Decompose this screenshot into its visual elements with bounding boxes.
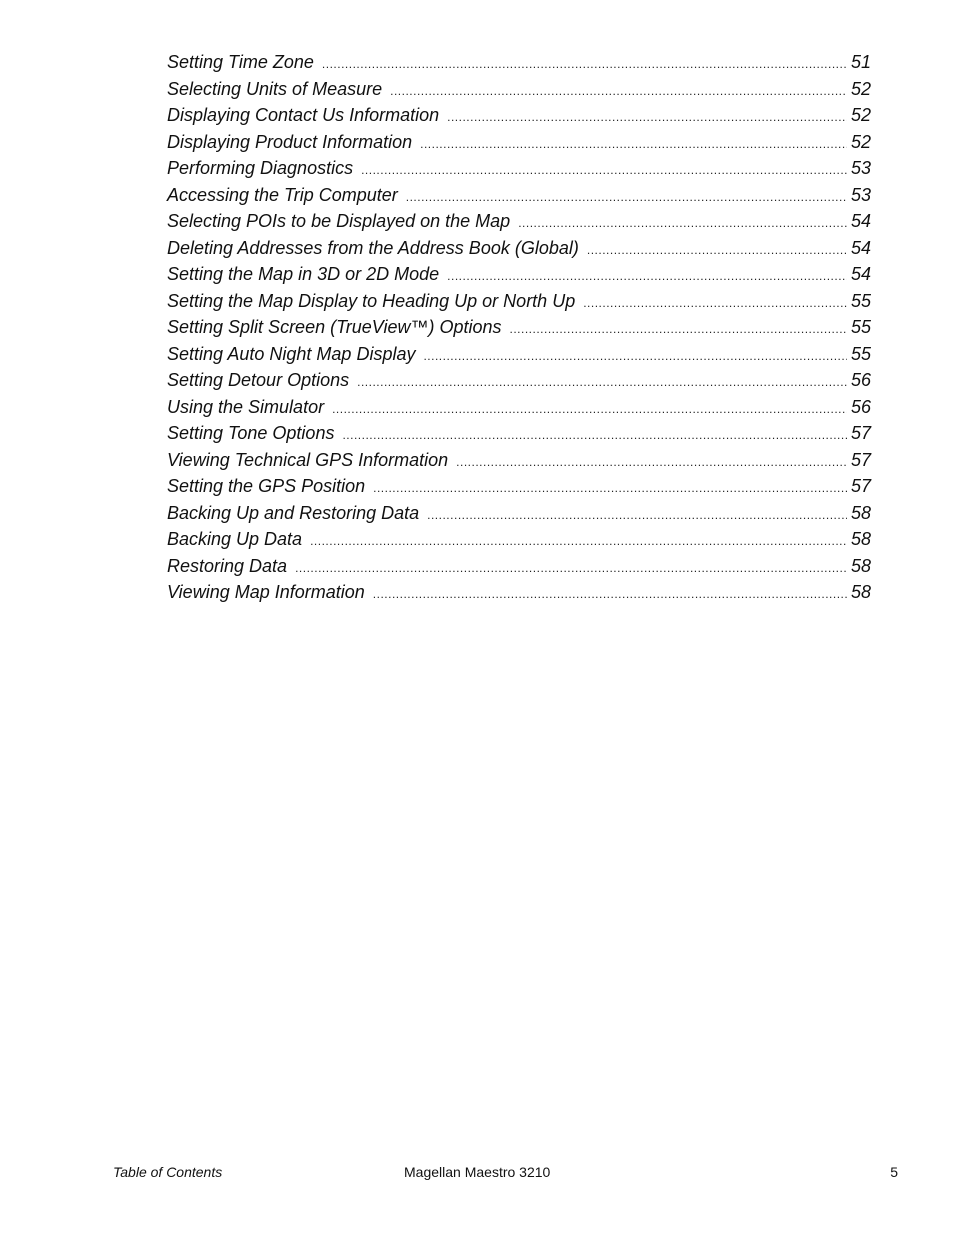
toc-entry[interactable]	[167, 288, 871, 315]
toc-entry[interactable]	[167, 473, 871, 500]
toc-entry-page: 57	[850, 423, 871, 443]
toc-entry-page: 56	[850, 396, 871, 417]
toc-entry-page: 52	[850, 105, 871, 125]
toc-entry-title: Viewing Technical GPS Information	[167, 449, 449, 470]
toc-entry[interactable]	[167, 182, 871, 209]
toc-entry[interactable]	[167, 208, 871, 235]
toc-dot-leader	[583, 290, 847, 317]
toc-entry-page: 54	[850, 211, 871, 231]
toc-entry-title: Setting Time Zone	[167, 52, 314, 72]
toc-entry-title: Selecting POIs to be Displayed on the Map	[167, 211, 511, 231]
toc-entry[interactable]	[167, 49, 871, 76]
toc-entry[interactable]	[167, 76, 871, 103]
toc-entry-title: Using the Simulator	[167, 396, 325, 417]
toc-entry[interactable]	[167, 235, 871, 262]
toc-dot-leader	[509, 316, 846, 343]
toc-dot-leader	[420, 131, 847, 158]
toc-dot-leader	[390, 78, 847, 105]
toc-entry-page: 52	[850, 78, 871, 99]
toc-entry-page: 54	[850, 264, 871, 284]
toc-entry[interactable]	[167, 579, 871, 606]
toc-entry-title: Accessing the Trip Computer	[167, 184, 398, 205]
toc-entry[interactable]	[167, 394, 871, 421]
toc-entry[interactable]	[167, 500, 871, 527]
toc-entry-title: Setting Tone Options	[167, 423, 335, 443]
toc-entry-page: 55	[850, 343, 871, 364]
toc-dot-leader	[423, 343, 847, 370]
toc-entry-title: Performing Diagnostics	[167, 158, 354, 178]
toc-dot-leader	[373, 475, 847, 502]
toc-entry-page: 54	[850, 237, 871, 258]
toc-dot-leader	[456, 449, 847, 476]
toc-dot-leader	[518, 210, 847, 237]
toc-entry[interactable]	[167, 261, 871, 288]
toc-entry-title: Setting the Map in 3D or 2D Mode	[167, 264, 440, 284]
toc-dot-leader	[332, 396, 847, 423]
toc-entry-page: 58	[850, 555, 871, 576]
toc-entry-page: 52	[850, 131, 871, 152]
toc-dot-leader	[310, 528, 847, 555]
toc-entry-page: 57	[850, 476, 871, 496]
toc-dot-leader	[587, 237, 847, 264]
toc-entry-title: Setting the GPS Position	[167, 476, 366, 496]
toc-entry-page: 58	[850, 582, 871, 602]
toc-dot-leader	[295, 555, 847, 582]
toc-entry-title: Viewing Map Information	[167, 582, 365, 602]
toc-dot-leader	[322, 51, 847, 78]
toc-entry-title: Backing Up and Restoring Data	[167, 502, 420, 523]
toc-entry[interactable]	[167, 447, 871, 474]
toc-dot-leader	[427, 502, 847, 529]
toc-entry-title: Displaying Contact Us Information	[167, 105, 440, 125]
toc-entry-title: Deleting Addresses from the Address Book (Global)	[167, 237, 579, 258]
toc-dot-leader	[373, 581, 847, 608]
footer-page-number: 5	[890, 1164, 898, 1180]
toc-dot-leader	[357, 369, 847, 396]
toc-entry-title: Displaying Product Information	[167, 131, 413, 152]
toc-entry[interactable]	[167, 553, 871, 580]
footer-product-name: Magellan Maestro 3210	[404, 1164, 551, 1180]
toc-entry-title: Setting Detour Options	[167, 370, 350, 390]
toc-entry-page: 57	[850, 449, 871, 470]
toc-entry-title: Restoring Data	[167, 555, 288, 576]
toc-entry-title: Setting Split Screen (TrueView™) Options	[167, 317, 502, 337]
toc-entry[interactable]	[167, 314, 871, 341]
toc-dot-leader	[447, 263, 847, 290]
toc-entry-title: Setting Auto Night Map Display	[167, 343, 416, 364]
toc-entry-page: 58	[850, 529, 871, 549]
toc-entry[interactable]	[167, 420, 871, 447]
toc-entry-page: 58	[850, 502, 871, 523]
toc-entry[interactable]	[167, 102, 871, 129]
table-of-contents	[167, 49, 871, 606]
toc-entry-page: 53	[850, 184, 871, 205]
toc-dot-leader	[361, 157, 847, 184]
toc-dot-leader	[447, 104, 847, 131]
toc-entry-page: 51	[850, 52, 871, 72]
toc-dot-leader	[342, 422, 847, 449]
footer-section-title: Table of Contents	[113, 1164, 223, 1180]
toc-entry-page: 56	[850, 370, 871, 390]
toc-entry-title: Backing Up Data	[167, 529, 303, 549]
toc-entry[interactable]	[167, 526, 871, 553]
toc-entry-page: 55	[850, 290, 871, 311]
toc-entry-page: 55	[850, 317, 871, 337]
toc-entry[interactable]	[167, 367, 871, 394]
toc-entry-title: Setting the Map Display to Heading Up or North Up	[167, 290, 576, 311]
toc-dot-leader	[406, 184, 847, 211]
toc-entry-page: 53	[850, 158, 871, 178]
toc-entry-title: Selecting Units of Measure	[167, 78, 383, 99]
toc-entry[interactable]	[167, 341, 871, 368]
toc-entry[interactable]	[167, 129, 871, 156]
toc-entry[interactable]	[167, 155, 871, 182]
